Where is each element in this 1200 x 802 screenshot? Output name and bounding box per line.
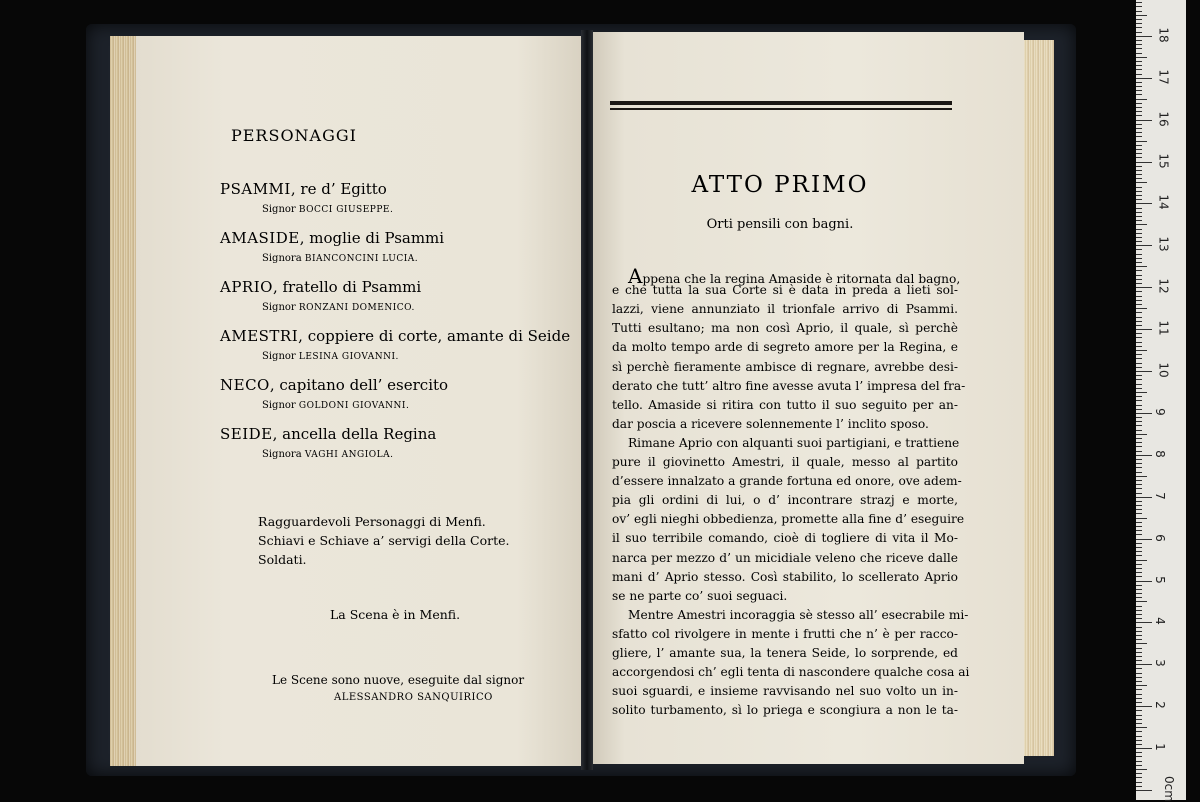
ruler-tick (1136, 467, 1142, 468)
text-line: se ne parte co’ suoi seguaci. (612, 588, 788, 603)
actor-prefix: Signor (262, 204, 299, 215)
ruler-tick (1136, 216, 1142, 217)
text-line: derato che tutt’ altro fine avesse avuta l’ impresa del fra- (612, 378, 966, 393)
ruler-tick (1136, 581, 1152, 582)
actor-prefix: Signora (262, 449, 305, 460)
ruler-tick (1136, 752, 1142, 753)
ruler-tick (1136, 15, 1147, 16)
ruler-tick (1136, 409, 1142, 410)
ruler-tick (1136, 677, 1142, 678)
ruler-tick (1136, 325, 1142, 326)
character-role: , moglie di Psammi (299, 229, 445, 247)
ruler-tick (1136, 367, 1142, 368)
ruler-tick (1136, 681, 1142, 682)
ruler-tick (1136, 635, 1142, 636)
ruler-tick (1136, 195, 1142, 196)
ruler-tick (1136, 576, 1142, 577)
ruler-number: 10 (1156, 362, 1171, 378)
ruler-tick (1136, 501, 1142, 502)
ruler-tick (1136, 36, 1152, 37)
ruler-tick (1136, 32, 1142, 33)
ruler-tick (1136, 371, 1152, 372)
ruler-tick (1136, 124, 1142, 125)
text-line: Mentre Amestri incoraggia sè stesso all’ esecrabile mi- (628, 607, 969, 622)
ruler-tick (1136, 392, 1147, 393)
ruler-tick (1136, 606, 1142, 607)
ruler-tick (1136, 11, 1142, 12)
ruler-tick (1136, 363, 1142, 364)
ruler-tick (1136, 342, 1142, 343)
character-entry (220, 229, 444, 247)
ruler-tick (1136, 673, 1142, 674)
ruler-tick (1136, 103, 1142, 104)
ruler-number: 15 (1156, 152, 1171, 169)
ruler-tick (1136, 300, 1142, 301)
ruler-tick (1136, 719, 1142, 720)
ruler-tick (1136, 270, 1142, 271)
character-entry (220, 180, 387, 198)
ruler-tick (1136, 488, 1142, 489)
ruler-tick (1136, 727, 1147, 728)
ruler-tick (1136, 375, 1142, 376)
ruler-tick (1136, 296, 1142, 297)
ruler-tick (1136, 187, 1142, 188)
ruler-tick (1136, 773, 1142, 774)
ruler-tick (1136, 627, 1142, 628)
ruler-tick (1136, 69, 1142, 70)
character-name: AMESTRI (220, 327, 299, 345)
ruler-tick (1136, 668, 1142, 669)
measuring-ruler (1136, 0, 1186, 800)
ruler-tick (1136, 442, 1142, 443)
ruler-tick (1136, 614, 1142, 615)
ruler-tick (1136, 279, 1142, 280)
ruler-number: 3 (1152, 659, 1167, 668)
header-rule-thin (610, 108, 952, 110)
ruler-number: 6 (1152, 533, 1167, 542)
ruler-tick (1136, 631, 1142, 632)
ruler-tick (1136, 744, 1142, 745)
ruler-tick (1136, 384, 1142, 385)
ruler-tick (1136, 438, 1142, 439)
ruler-tick (1136, 451, 1142, 452)
ruler-tick (1136, 610, 1142, 611)
text-line: suoi sguardi, e insieme ravvisando nel suo volto un in- (612, 684, 958, 699)
text-line: dar poscia a ricevere solennemente l’ inclito sposo. (612, 416, 929, 431)
ruler-tick (1136, 589, 1142, 590)
actor-name: LESINA GIOVANNI. (298, 352, 399, 362)
ruler-tick (1136, 379, 1142, 380)
ruler-tick (1136, 664, 1152, 665)
ruler-tick (1136, 65, 1142, 66)
ruler-tick (1136, 291, 1142, 292)
ruler-tick (1136, 543, 1142, 544)
actor-credit (262, 449, 394, 460)
ruler-tick (1136, 78, 1152, 79)
extras-line: Soldati. (258, 552, 307, 567)
ruler-tick (1136, 329, 1152, 330)
text-line: tello. Amaside si ritira con tutto il suo seguito per an- (612, 397, 958, 412)
ruler-tick (1136, 57, 1147, 58)
ruler-tick (1136, 182, 1147, 183)
ruler-tick (1136, 656, 1142, 657)
ruler-tick (1136, 19, 1142, 20)
character-role: , re d’ Egitto (290, 180, 387, 198)
personaggi-heading: PERSONAGGI (230, 126, 357, 145)
ruler-number: 5 (1152, 575, 1167, 584)
header-rule-thick (610, 101, 952, 105)
ruler-tick (1136, 308, 1147, 309)
ruler-tick (1136, 782, 1142, 783)
ruler-tick (1136, 497, 1152, 498)
ruler-tick (1136, 388, 1142, 389)
ruler-tick (1136, 249, 1142, 250)
ruler-tick (1136, 241, 1142, 242)
ruler-number: 9 (1152, 408, 1167, 416)
scenery-credit: Le Scene sono nuove, eseguite dal signor (272, 673, 525, 687)
ruler-tick (1136, 157, 1142, 158)
scenery-credit-name: ALESSANDRO SANQUIRICO (334, 692, 493, 703)
ruler-number: 4 (1152, 617, 1167, 626)
act-subtitle: Orti pensili con bagni. (706, 217, 854, 232)
ruler-tick (1136, 115, 1142, 116)
ruler-tick (1136, 756, 1142, 757)
ruler-tick (1136, 61, 1142, 62)
ruler-tick (1136, 769, 1147, 770)
actor-credit (262, 400, 409, 411)
ruler-tick (1136, 317, 1142, 318)
text-line: gliere, l’ amante sua, la tenera Seide, lo sorprende, ed (612, 646, 958, 660)
character-entry (220, 376, 448, 394)
ruler-tick (1136, 526, 1142, 527)
ruler-tick (1136, 237, 1142, 238)
ruler-tick (1136, 358, 1142, 359)
ruler-tick (1136, 597, 1142, 598)
ruler-tick (1136, 128, 1142, 129)
ruler-tick (1136, 191, 1142, 192)
ruler-tick (1136, 472, 1142, 473)
act-title: ATTO PRIMO (691, 172, 869, 198)
text-line: Rimane Aprio con alquanti suoi partigiani, e trattiene (628, 435, 960, 450)
ruler-tick (1136, 723, 1142, 724)
ruler-tick (1136, 224, 1147, 225)
ruler-tick (1136, 484, 1142, 485)
actor-name: VAGHI ANGIOLA. (304, 450, 394, 460)
text-line: pure il giovinetto Amestri, il quale, messo al partito (612, 455, 958, 469)
actor-credit (262, 351, 399, 362)
ruler-tick (1136, 220, 1142, 221)
ruler-tick (1136, 710, 1142, 711)
ruler-tick (1136, 430, 1142, 431)
actor-prefix: Signor (262, 302, 299, 313)
book-gutter (581, 30, 593, 770)
ruler-tick (1136, 287, 1152, 288)
ruler-tick (1136, 455, 1152, 456)
ruler-tick (1136, 777, 1142, 778)
ruler-tick (1136, 149, 1142, 150)
character-role: , capitano dell’ esercito (269, 376, 449, 394)
ruler-tick (1136, 400, 1142, 401)
ruler-tick (1136, 111, 1142, 112)
ruler-tick (1136, 53, 1142, 54)
ruler-number: 12 (1156, 278, 1171, 294)
actor-prefix: Signora (262, 253, 305, 264)
ruler-tick (1136, 245, 1152, 246)
ruler-tick (1136, 27, 1142, 28)
ruler-tick (1136, 446, 1142, 447)
ruler-tick (1136, 174, 1142, 175)
actor-name: BIANCONCINI LUCIA. (304, 254, 419, 264)
ruler-tick (1136, 765, 1142, 766)
text-line: pia gli ordini di lui, o d’ incontrare strazj e morte, (612, 493, 958, 508)
ruler-tick (1136, 639, 1142, 640)
text-line: narca per mezzo d’ un micidiale veleno che riceve dalle (612, 550, 958, 565)
ruler-tick (1136, 513, 1142, 514)
ruler-tick (1136, 434, 1147, 435)
page-edges-right (1020, 40, 1054, 756)
ruler-tick (1136, 48, 1142, 49)
ruler-tick (1136, 132, 1142, 133)
actor-name: BOCCI GIUSEPPE. (298, 205, 394, 215)
ruler-tick (1136, 199, 1142, 200)
ruler-tick (1136, 530, 1142, 531)
ruler-number: 0cm (1161, 776, 1176, 802)
ruler-tick (1136, 23, 1142, 24)
ruler-tick (1136, 208, 1142, 209)
extras-line: Schiavi e Schiave a’ servigi della Corte. (258, 533, 510, 548)
ruler-tick (1136, 203, 1152, 204)
ruler-tick (1136, 145, 1142, 146)
ruler-number: 2 (1152, 701, 1167, 710)
ruler-tick (1136, 493, 1142, 494)
ruler-number: 17 (1156, 69, 1171, 85)
character-name: APRIO (220, 278, 273, 296)
ruler-number: 1 (1152, 743, 1167, 751)
ruler-tick (1136, 283, 1142, 284)
text-line: ov’ egli nieghi obbedienza, promette alla fine d’ eseguire (612, 512, 965, 527)
text-line: accorgendosi ch’ egli tenta di nascondere qualche cosa ai (612, 665, 970, 680)
ruler-tick (1136, 44, 1142, 45)
ruler-tick (1136, 425, 1142, 426)
ruler-tick (1136, 601, 1147, 602)
ruler-tick (1136, 459, 1142, 460)
ruler-number: 13 (1156, 236, 1171, 252)
actor-credit (262, 204, 393, 215)
ruler-number: 7 (1152, 491, 1167, 500)
actor-name: GOLDONI GIOVANNI. (298, 401, 410, 411)
ruler-tick (1136, 99, 1147, 100)
ruler-tick (1136, 2, 1142, 3)
ruler-tick (1136, 790, 1152, 791)
ruler-tick (1136, 463, 1142, 464)
character-name: AMASIDE (220, 229, 300, 247)
ruler-tick (1136, 518, 1147, 519)
ruler-tick (1136, 346, 1142, 347)
ruler-tick (1136, 107, 1142, 108)
character-role: , ancella della Regina (272, 425, 437, 443)
ruler-tick (1136, 505, 1142, 506)
ruler-tick (1136, 568, 1142, 569)
ruler-tick (1136, 153, 1142, 154)
ruler-tick (1136, 685, 1147, 686)
actor-credit (262, 302, 415, 313)
ruler-tick (1136, 354, 1142, 355)
ruler-tick (1136, 337, 1142, 338)
ruler-tick (1136, 120, 1152, 121)
ruler-tick (1136, 6, 1142, 7)
ruler-tick (1136, 166, 1142, 167)
ruler-tick (1136, 162, 1152, 163)
ruler-number: 16 (1156, 110, 1171, 127)
character-entry (220, 327, 570, 345)
ruler-tick (1136, 618, 1142, 619)
ruler-tick (1136, 761, 1142, 762)
ruler-tick (1136, 312, 1142, 313)
ruler-tick (1136, 689, 1142, 690)
ruler-tick (1136, 233, 1142, 234)
actor-credit (262, 253, 418, 264)
ruler-tick (1136, 170, 1142, 171)
ruler-tick (1136, 350, 1147, 351)
text-line: e che tutta la sua Corte si è data in preda a lieti sol- (612, 283, 958, 298)
character-role: , fratello di Psammi (272, 278, 422, 296)
text-line: sì perchè fieramente ambisce di regnare, avrebbe desi- (612, 359, 958, 374)
ruler-tick (1136, 141, 1147, 142)
ruler-tick (1136, 258, 1142, 259)
ruler-tick (1136, 476, 1147, 477)
ruler-tick (1136, 82, 1142, 83)
ruler-number: 18 (1156, 27, 1171, 43)
ruler-tick (1136, 178, 1142, 179)
ruler-tick (1136, 333, 1142, 334)
text-line-rest: ppena che la regina Amaside è ritornata dal bagno, (642, 272, 961, 286)
ruler-tick (1136, 90, 1142, 91)
ruler-tick (1136, 748, 1152, 749)
ruler-tick (1136, 229, 1142, 230)
ruler-tick (1136, 560, 1147, 561)
ruler-tick (1136, 547, 1142, 548)
ruler-tick (1136, 254, 1142, 255)
ruler-tick (1136, 522, 1142, 523)
scene-location: La Scena è in Menfi. (330, 607, 461, 622)
extras-line: Ragguardevoli Personaggi di Menfi. (258, 514, 486, 529)
ruler-tick (1136, 702, 1142, 703)
actor-prefix: Signor (262, 400, 299, 411)
text-line: mani d’ Aprio stesso. Così stabilito, lo scellerato Aprio (612, 569, 958, 584)
ruler-tick (1136, 405, 1142, 406)
ruler-tick (1136, 648, 1142, 649)
character-entry (220, 425, 436, 443)
text-line: sfatto col rivolgere in mente i frutti che n’ è per racco- (612, 626, 958, 641)
text-line: Tutti esultano; ma non così Aprio, il quale, sì perchè (612, 321, 958, 336)
ruler-tick (1136, 212, 1142, 213)
text-line: il suo terribile comando, cioè di togliere di vita il Mo- (612, 531, 958, 546)
ruler-tick (1136, 731, 1142, 732)
ruler-tick (1136, 786, 1142, 787)
ruler-tick (1136, 94, 1142, 95)
ruler-tick (1136, 740, 1142, 741)
ruler-tick (1136, 694, 1142, 695)
ruler-number: 11 (1156, 320, 1171, 336)
ruler-tick (1136, 572, 1142, 573)
ruler-tick (1136, 551, 1142, 552)
ruler-tick (1136, 660, 1142, 661)
ruler-tick (1136, 652, 1142, 653)
character-name: PSAMMI (220, 180, 291, 198)
ruler-tick (1136, 304, 1142, 305)
ruler-tick (1136, 413, 1152, 414)
ruler-tick (1136, 136, 1142, 137)
ruler-tick (1136, 715, 1142, 716)
ruler-tick (1136, 555, 1142, 556)
text-line: solito turbamento, sì lo priega e scongiura a non le ta- (612, 703, 958, 718)
ruler-tick (1136, 262, 1142, 263)
ruler-tick (1136, 534, 1142, 535)
ruler-tick (1136, 266, 1147, 267)
text-line: da molto tempo arde di segreto amore per la Regina, e (612, 340, 958, 355)
ruler-tick (1136, 564, 1142, 565)
ruler-tick (1136, 698, 1142, 699)
ruler-tick (1136, 396, 1142, 397)
ruler-number: 8 (1152, 449, 1167, 458)
character-name: NECO (220, 376, 270, 394)
ruler-tick (1136, 321, 1142, 322)
ruler-tick (1136, 275, 1142, 276)
ruler-tick (1136, 593, 1142, 594)
text-line: lazzi, viene annunziato il trionfale arrivo di Psammi. (612, 302, 958, 317)
ruler-tick (1136, 86, 1142, 87)
drop-capital: A (628, 264, 643, 288)
ruler-tick (1136, 585, 1142, 586)
ruler-tick (1136, 736, 1142, 737)
ruler-tick (1136, 74, 1142, 75)
ruler-tick (1136, 643, 1147, 644)
character-entry (220, 278, 421, 296)
character-role: , coppiere di corte, amante di Seide (298, 327, 571, 345)
text-line: d’essere innalzato a grande fortuna ed onore, ove adem- (612, 474, 962, 489)
ruler-tick (1136, 622, 1152, 623)
ruler-number: 14 (1156, 194, 1171, 211)
ruler-tick (1136, 539, 1152, 540)
ruler-tick (1136, 40, 1142, 41)
ruler-tick (1136, 421, 1142, 422)
actor-name: RONZANI DOMENICO. (298, 303, 415, 313)
ruler-tick (1136, 706, 1152, 707)
actor-prefix: Signor (262, 351, 299, 362)
ruler-tick (1136, 509, 1142, 510)
character-name: SEIDE (220, 425, 273, 443)
ruler-tick (1136, 480, 1142, 481)
ruler-tick (1136, 417, 1142, 418)
